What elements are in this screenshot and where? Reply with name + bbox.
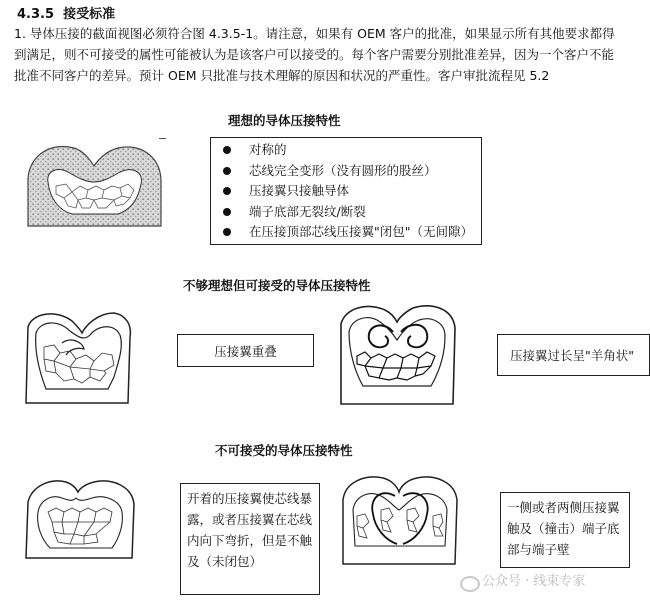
acceptable-title: 不够理想但可接受的导体压接特性 — [183, 278, 371, 293]
unacceptable-label-1: 开着的压接翼使芯线暴露，或者压接翼在芯线内向下弯折，但是不触及（未闭包） — [187, 491, 313, 569]
acceptable-label-1-box — [177, 334, 314, 367]
bottoming-crimp-diagram — [335, 470, 465, 570]
acceptable-label-1: 压接翼重叠 — [214, 343, 277, 359]
acceptable-label-2: 压接翼过长呈"羊角状" — [510, 348, 634, 363]
ideal-criterion: 压接翼只接触导体 — [219, 181, 481, 202]
rams-horn-crimp-diagram — [335, 300, 460, 410]
acceptable-label-2-box — [497, 334, 650, 376]
ideal-criteria-box — [210, 137, 482, 245]
unacceptable-label-2-box — [500, 492, 630, 568]
section-paragraph: 1. 导体压接的截面视图必须符合图 4.3.5-1。请注意，如果有 OEM 客户的批准，如果显示所有其他要求都得到满足，则不可接受的属性可能被认为是该客户可以接受的。每个客户需要分别批准差异，因为一个客户不能批准不同客户的差异。预计 OEM 只批准与技术理解的原因和状况的严重性。客户审批流程见 5.2 — [14, 26, 615, 83]
ideal-criterion: 端子底部无裂纹/断裂 — [219, 202, 481, 223]
section-title: 接受标准 — [63, 7, 116, 22]
ideal-criterion: 对称的 — [219, 140, 481, 161]
overlap-crimp-diagram — [18, 307, 136, 407]
unacceptable-title: 不可接受的导体压接特性 — [215, 443, 353, 458]
watermark-text: 公众号 · 线束专家 — [482, 574, 586, 589]
ideal-criterion: 在压接顶部芯线压接翼"闭包"（无间隙） — [219, 222, 481, 243]
unacceptable-label-2: 一侧或者两侧压接翼触及（撞击）端子底部与端子壁 — [507, 500, 620, 557]
ideal-crimp-diagram — [22, 138, 167, 233]
ideal-criterion: 芯线完全变形（没有圆形的股丝） — [219, 161, 481, 182]
ideal-dash-mark — [159, 138, 166, 139]
section-number: 4.3.5 — [17, 7, 55, 22]
section-heading — [17, 3, 115, 22]
ideal-title: 理想的导体压接特性 — [228, 113, 341, 128]
unacceptable-label-1-box — [180, 483, 320, 595]
wechat-icon — [460, 576, 480, 592]
open-crimp-diagram — [18, 472, 143, 562]
